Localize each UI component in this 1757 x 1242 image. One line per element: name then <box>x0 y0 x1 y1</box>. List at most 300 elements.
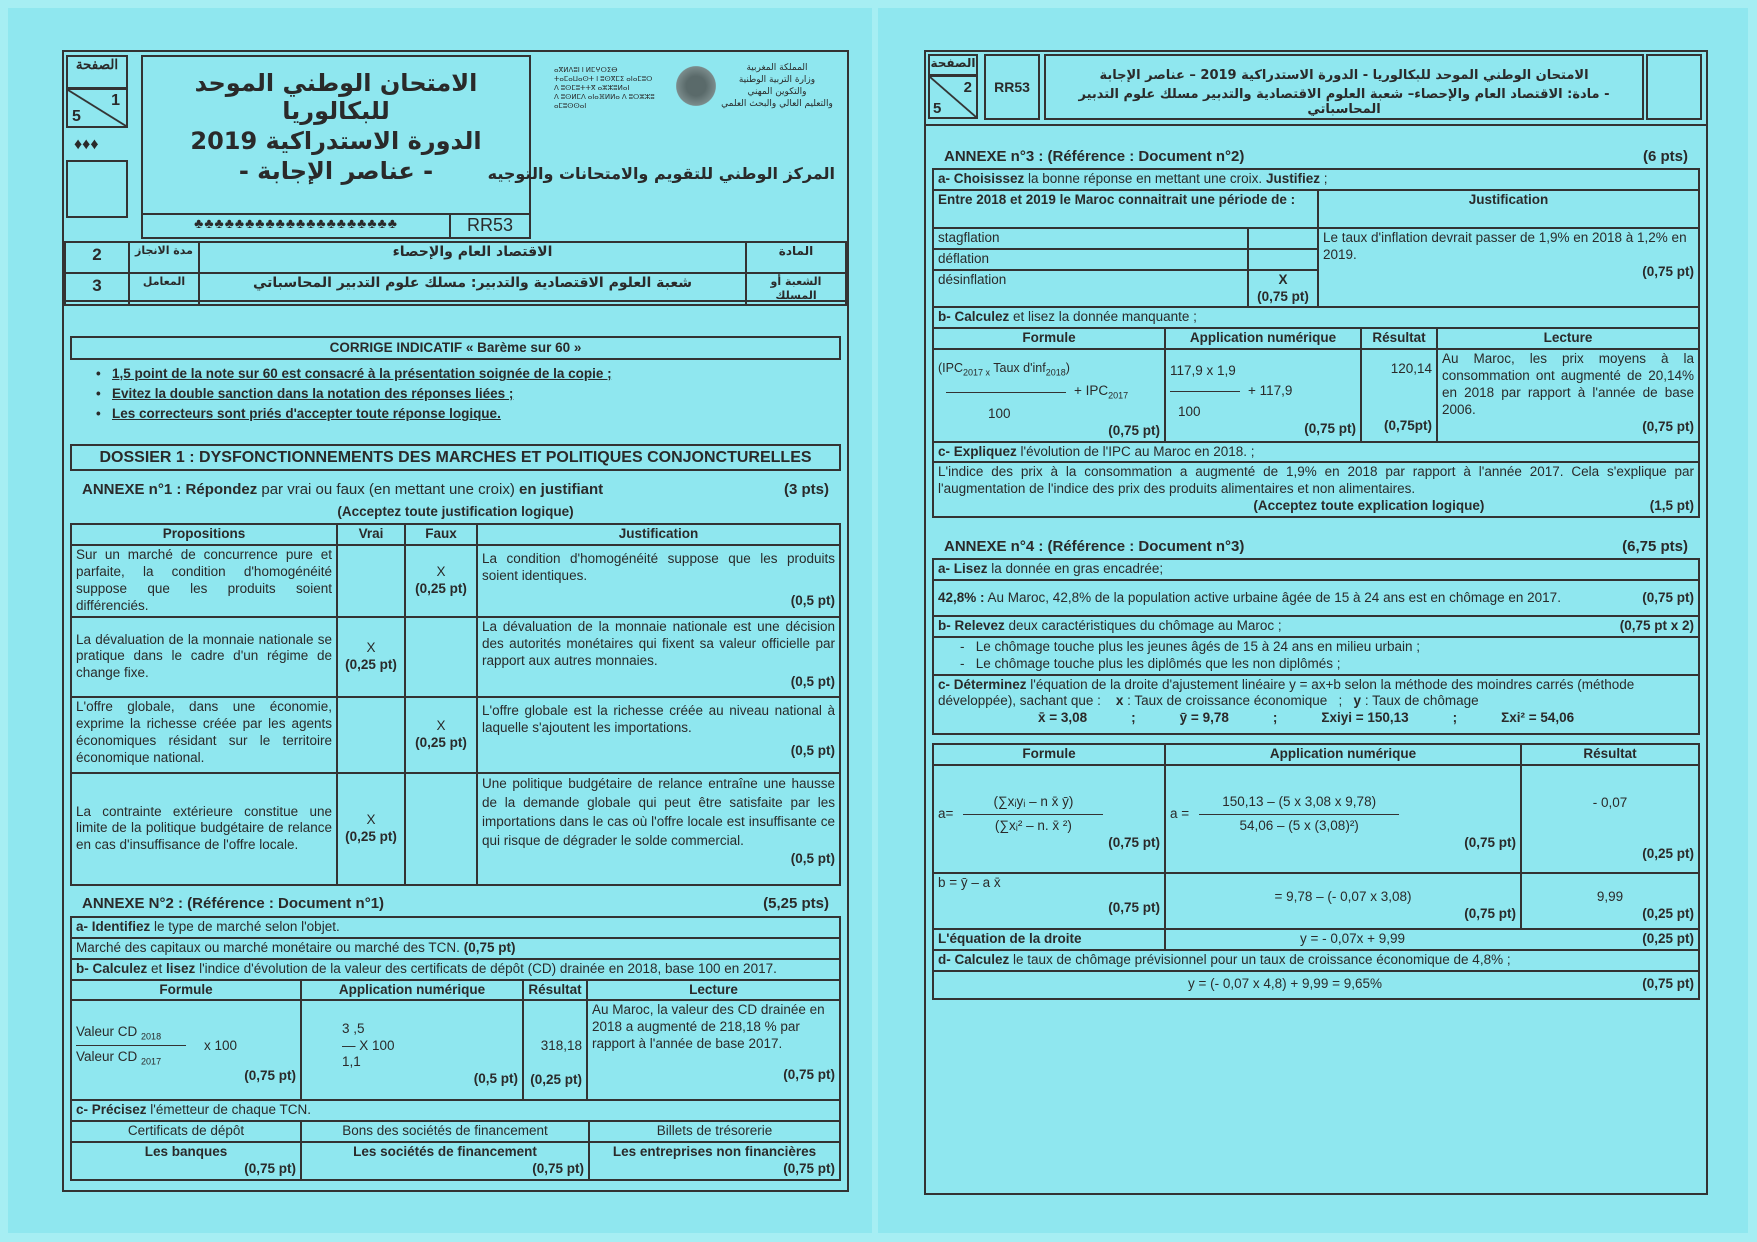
givens-3: Σxi² = 54,06 <box>1501 710 1575 726</box>
td-cell <box>1521 873 1699 929</box>
annexe4-eq-label: L'équation de la droite <box>933 929 1165 950</box>
tbody-cell <box>933 169 1699 328</box>
td-cell <box>1437 349 1699 441</box>
td-cell <box>405 617 477 697</box>
td-cell <box>405 697 477 773</box>
headers-2: Résultat <box>1361 328 1437 349</box>
b-items-0: Le chômage touche plus les jeunes âgés de 15 à 24 ans en milieu urbain ; <box>975 638 1421 654</box>
annexe2-formula-num: Valeur CD <box>76 1023 138 1039</box>
annexe3-a-end: ; <box>1319 171 1328 186</box>
span-cell <box>938 618 1282 635</box>
instruction-item: • Evitez la double sanction dans la notation des réponses liées ; <box>84 384 841 404</box>
col-propositions: Propositions <box>71 524 337 545</box>
annexe3-q-head: Entre 2018 et 2019 le Maroc connaitrait une période de : <box>933 190 1318 228</box>
annexe2-formula-den: Valeur CD <box>76 1049 138 1065</box>
page-label: الصفحة <box>66 55 128 89</box>
exam-code: RR53 <box>449 213 531 239</box>
annexe4-a-formula-num: (∑xᵢyᵢ – n x̄ ȳ) <box>993 794 1074 810</box>
option-stagflation[interactable]: stagflation <box>933 228 1248 249</box>
annexe2-app-pts: (0,5 pt) <box>473 1071 518 1087</box>
0-just: La condition d'homogénéité suppose que les produits soient identiques. <box>482 550 835 583</box>
td-cell <box>71 959 840 980</box>
page-counter <box>66 88 128 128</box>
annexe4-table-a <box>932 558 1700 735</box>
annexe4-a-formula-label: a= <box>938 806 954 822</box>
instruction-item: • 1,5 point de la note sur 60 est consacré à la présentation soignée de la copie ; <box>84 364 841 384</box>
coef-value: 3 <box>65 273 129 305</box>
exam-session: الدورة الاستدراكية 2019 <box>190 127 482 155</box>
td-cell <box>405 545 477 617</box>
td-cell <box>405 773 477 885</box>
annexe4-eq: y = - 0,07x + 9,99 <box>1300 931 1406 947</box>
td-cell: c- Déterminez l'équation de la droite d'ajustement linéaire y = ax+b selon la méthode des moindres carrés (méthode développée), sachant que : x : Taux de croissance économique ; y : Taux de chômage x̄ = 3,08 ; ȳ = 9,78 ; Σxiyi = 150,13 ; Σxi² = 54,06 <box>933 675 1699 735</box>
duration-value: 2 <box>65 242 129 273</box>
coef-label: المعامل <box>129 273 199 305</box>
annexe3-formula-plus-sub: 2017 <box>1108 390 1129 401</box>
span-cell: ; <box>1272 710 1278 726</box>
option-desinflation[interactable]: désinflation <box>933 270 1248 308</box>
1-vrai: X <box>366 640 376 655</box>
2-faux: X <box>436 718 446 733</box>
tbody-cell <box>71 917 840 1121</box>
3-vrai-pts: (0,25 pt) <box>345 828 397 844</box>
0-prop: Sur un marché de concurrence pure et parfaite, la condition d'homogénéité suppose que les produits soient différenciés. <box>71 545 337 617</box>
annexe3-c-text: l'évolution de l'IPC au Maroc en 2018. ; <box>1016 443 1255 459</box>
annexe2-title: ANNEXE N°2 : (Référence : Document n°1) <box>82 895 385 913</box>
annexe2-lecture: Au Maroc, la valeur des CD drainée en 2018 a augmenté de 218,18 % par rapport à l'année de base 2017. <box>592 1002 825 1052</box>
div-cell <box>76 1049 186 1068</box>
tr-cell <box>65 273 846 305</box>
1-prop: La dévaluation de la monnaie nationale se pratique dans le cadre d'un régime de change fixe. <box>71 617 337 697</box>
corrige-banner: CORRIGE INDICATIF « Barème sur 60 » <box>70 336 841 360</box>
annexe4-a-result-pts: (0,25 pt) <box>1642 845 1694 861</box>
col-vrai: Vrai <box>337 524 405 545</box>
page-total: 5 <box>933 100 942 117</box>
div-cell <box>1170 383 1356 400</box>
tr-cell <box>933 169 1699 190</box>
annexe3-formula-den: 100 <box>988 405 1011 421</box>
annexe3-c-bold: c- Expliquez <box>938 443 1017 459</box>
annexe3-table-b <box>932 327 1700 518</box>
td-cell <box>933 765 1165 873</box>
annexe1-table <box>70 523 841 886</box>
td-cell <box>1521 765 1699 873</box>
annexe4-b-formula: b = ȳ – a x̄ <box>938 875 1001 891</box>
annexe3-a-bold2: Justifiez <box>1265 171 1320 186</box>
annexe3-app-den: 100 <box>1178 404 1201 420</box>
2-just-pts: (0,5 pt) <box>790 742 835 758</box>
exam-title-box <box>141 55 531 215</box>
annexe3-lecture: Au Maroc, les prix moyens à la consommation ont augmenté de 20,14% en 2018 par rapport à l'année de base 2006. <box>1442 351 1694 417</box>
annexe2-lecture-pts: (0,75 pt) <box>783 1067 835 1082</box>
annexe4-c-bold: c- Déterminez <box>938 676 1027 692</box>
b-items-1: Le chômage touche plus les diplômés que les non diplômés ; <box>975 655 1341 671</box>
page-total: 5 <box>72 108 81 125</box>
td-cell <box>933 442 1699 463</box>
1-name: Bons des sociétés de financement <box>301 1121 589 1142</box>
annexe4-title: ANNEXE n°4 : (Référence : Document n°3) <box>944 537 1245 555</box>
annexe4-a-app-num: 150,13 – (5 x 3,08 x 9,78) <box>1222 794 1377 810</box>
exam-subject: - مادة: الاقتصاد العام والإحصاء– شعبة العلوم الاقتصادية والتدبير مسلك علوم التدبير المحاسباتي <box>1078 87 1610 117</box>
annexe3-title <box>932 144 1700 168</box>
div-cell <box>938 498 1694 515</box>
page2-header <box>926 52 1706 126</box>
0-faux-pts: (0,25 pt) <box>415 580 467 596</box>
div-cell <box>76 1024 296 1069</box>
annexe2-b-bold2: lisez <box>166 960 196 976</box>
ministry-ar-0: المملكة المغربية <box>746 63 808 73</box>
col-faux: Faux <box>405 524 477 545</box>
tr-cell <box>71 1142 840 1180</box>
td-cell <box>587 1000 840 1100</box>
annexe3-c-note: (Acceptez toute explication logique) <box>1253 498 1485 514</box>
annexe2-title <box>70 892 841 916</box>
ministry-tf-0: ⴰⴳⵍⴷⵓⵏ ⵏ ⵍⵎⵖⵔⵉⴱ <box>554 67 618 74</box>
annexe3-c-pts: (1,5 pt) <box>1649 498 1694 514</box>
table-row <box>71 545 840 617</box>
div-cell <box>1170 931 1694 948</box>
div-cell <box>938 794 1160 835</box>
tr-cell <box>933 929 1699 950</box>
annexe3-b-text: donnée manquante ; <box>1073 309 1197 325</box>
duration-label: مدة الانجاز <box>129 242 199 273</box>
tr-cell <box>71 959 840 980</box>
div-cell <box>64 336 847 1181</box>
tr-cell <box>71 917 840 938</box>
annexe4-d-pts: (0,75 pt) <box>1642 976 1694 992</box>
page1-header <box>64 52 847 302</box>
subject-label: المادة <box>746 242 846 273</box>
headers-0: Formule <box>71 980 301 1001</box>
table-row <box>71 617 840 697</box>
branch: شعبة العلوم الاقتصادية والتدبير: مسلك علوم التدبير المحاسباتي <box>199 273 746 305</box>
td-cell <box>1165 765 1521 873</box>
headers-1: Application numérique <box>301 980 523 1001</box>
table-row <box>71 697 840 773</box>
annexe3-result-pts: (0,75pt) <box>1383 418 1432 433</box>
tr-cell <box>933 765 1699 873</box>
0-issuer: Les banques <box>144 1144 228 1160</box>
2-issuer: Les entreprises non financières <box>612 1144 817 1160</box>
exam-title: الامتحان الوطني الموحد للبكالوريا - الدورة الاستدراكية 2019 – عناصر الإجابة <box>1099 68 1589 83</box>
td-cell <box>337 773 405 885</box>
tr-cell <box>933 637 1699 675</box>
tr-cell <box>933 950 1699 971</box>
span-cell <box>82 481 603 498</box>
div-cell <box>938 618 1694 635</box>
page-1 <box>62 50 849 1192</box>
annexe2-a-bold: a- Identifiez <box>76 918 151 934</box>
annexe4-c-x: x <box>1115 693 1124 709</box>
annexe3-just-pts: (0,75 pt) <box>1642 263 1694 279</box>
tbody-cell <box>933 744 1699 999</box>
ministry-tf-3: ⴷ ⵓⵙⵍⵎⴷ ⴰⵏⴰⴼⵍⵍⴰ ⴷ ⵓⵔⵣⵣⵓ ⴰⵎⵓⵙⵙⴰⵏ <box>554 94 655 110</box>
div-cell <box>926 144 1706 1000</box>
tr-cell <box>71 1100 840 1121</box>
headers-3: Lecture <box>1437 328 1699 349</box>
div-cell: - Le chômage touche plus les diplômés que les non diplômés ; <box>960 655 1341 671</box>
annexe4-a-value: 42,8% : <box>938 589 985 605</box>
annexe4-c-y: y <box>1353 693 1362 709</box>
annexe3-lecture-pts: (0,75 pt) <box>1642 418 1694 434</box>
headers-1: Application numérique <box>1165 328 1361 349</box>
annexe3-app-pts: (0,75 pt) <box>1304 421 1356 437</box>
td-cell <box>71 917 840 938</box>
annexe3-just-head: Justification <box>1318 190 1699 228</box>
td-cell <box>1361 349 1437 441</box>
div-cell <box>963 794 1103 835</box>
0-mark <box>1248 228 1318 249</box>
ministry-ar-3: والتعليم العالي والبحث العلمي <box>721 99 833 109</box>
tr-cell <box>933 559 1699 580</box>
3-just: Une politique budgétaire de relance entraîne une hausse de la demande globale qui peut être satisfaite par les importations dans le cas où l'offre locale est insuffisante ce qui risque de dégrader le solde commercial. <box>482 775 835 848</box>
1-pts: (0,75 pt) <box>532 1161 584 1176</box>
cd-index-row <box>71 1000 840 1100</box>
annexe2-a-pts: (0,75 pt) <box>463 939 516 955</box>
annexe3-a-text: la bonne réponse en mettant une croix. <box>1024 171 1266 186</box>
td-cell <box>301 1000 523 1100</box>
tr-cell <box>933 228 1699 249</box>
2-mark: X <box>1278 271 1288 287</box>
annexe4-c-y-text: : Taux de chômage <box>1361 693 1479 709</box>
exam-title: الامتحان الوطني الموحد للبكالوريا <box>194 69 478 125</box>
annexe4-a-bold: a- Lisez <box>938 561 988 577</box>
td-cell <box>933 559 1699 580</box>
td-cell <box>71 938 840 959</box>
1-just: La dévaluation de la monnaie nationale est une décision des autorités monétaires qui fixent sa valeur officielle par rapport aux autres monnaies. <box>482 618 835 668</box>
center-name: المركز الوطني للتقويم والامتحانات والتوجيه <box>487 164 835 183</box>
annexe3--: ) <box>1065 361 1070 376</box>
td-cell <box>337 617 405 697</box>
page-2 <box>924 50 1708 1195</box>
col-justification: Justification <box>477 524 840 545</box>
annexe3-b-bold: b- Calculez <box>938 309 1010 325</box>
annexe4-a-formula-pts: (0,75 pt) <box>1108 835 1160 850</box>
instructions-list <box>84 364 841 424</box>
annexe2-pts: (5,25 pts) <box>763 895 829 913</box>
2-prop: L'offre globale, dans une économie, exprime la richesse créée par les agents économiques résidant sur le territoire économique national. <box>71 697 337 773</box>
annexe4-b-app: = 9,78 – (- 0,07 x 3,08) <box>1274 889 1412 905</box>
annexe1-bold1: Répondez <box>185 480 258 498</box>
annexe4-b-text: deux caractéristiques du chômage au Maroc ; <box>1004 617 1282 633</box>
div-cell <box>1199 794 1399 835</box>
tr-cell <box>933 307 1699 328</box>
title-box <box>1044 54 1644 120</box>
td-cell <box>1165 929 1699 950</box>
annexe1-title <box>70 477 841 501</box>
div-cell <box>938 976 1694 993</box>
div-cell <box>938 590 1694 607</box>
annexe4-a-app-label: a = <box>1170 806 1190 822</box>
td-cell <box>933 307 1699 328</box>
annexe3-table-a <box>932 168 1700 329</box>
div-cell <box>76 1045 186 1046</box>
2-just: L'offre globale est la richesse créée au niveau national à laquelle s'ajoutent les importations. <box>482 702 835 735</box>
div-cell <box>76 1024 186 1069</box>
div-cell <box>946 392 1066 393</box>
tr-cell <box>65 242 846 273</box>
annexe4-a-app-pts: (0,75 pt) <box>1464 835 1516 850</box>
annexe4-d-bold: d- Calculez <box>938 951 1010 967</box>
td-cell <box>71 1142 301 1180</box>
annexe3-formula-sub2: 2018 <box>1045 367 1066 378</box>
annexe3-c-answer: L'indice des prix à la consommation a augmenté de 1,9% en 2018 par rapport à l'année 2017. Cela s'explique par l'augmentation de l'indice des prix des produits alimentaires et non alimentaires. <box>938 464 1694 497</box>
span-cell <box>938 590 1561 607</box>
td-cell <box>933 637 1699 675</box>
annexe3-justification: Le taux d'inflation devrait passer de 1,9% en 2018 à 1,2% en 2019. <box>1323 229 1687 262</box>
1-just-pts: (0,5 pt) <box>790 673 835 689</box>
annexe4-b-bold: b- Relevez <box>938 617 1005 633</box>
annexe4-a-formula-den: (∑xᵢ² – n. x̄ ²) <box>994 818 1072 834</box>
annexe3-app-plus: + 117,9 <box>1248 383 1293 399</box>
ministry-ar-1: وزارة التربية الوطنية <box>738 75 816 85</box>
annexe2-b-bold: b- Calculez <box>76 960 148 976</box>
span-cell: ; <box>1452 710 1458 726</box>
td-cell <box>933 873 1165 929</box>
1-mark <box>1248 249 1318 270</box>
annexe4-a-app-den: 54,06 – (5 x (3,08)²) <box>1239 818 1359 834</box>
div-cell <box>938 710 1694 727</box>
stars-line: ♣♣♣♣♣♣♣♣♣♣♣♣♣♣♣♣♣♣♣♣ <box>141 213 451 239</box>
annexe4-c-text: l'équation de la droite d'ajustement linéaire y = ax+b selon la méthode des moindres carrés (méthode développée), sachant que : <box>938 676 1635 709</box>
0-just-pts: (0,5 pt) <box>790 592 835 608</box>
option-deflation[interactable]: déflation <box>933 249 1248 270</box>
givens-0: x̄ = 3,08 <box>1038 710 1088 726</box>
ministry-arabic <box>717 62 837 110</box>
td-cell <box>933 580 1699 616</box>
div-cell: - Le chômage touche plus les jeunes âgés de 15 à 24 ans en milieu urbain ; <box>960 638 1421 654</box>
div-cell <box>1170 794 1516 835</box>
0-name: Certificats de dépôt <box>71 1121 301 1142</box>
2-faux-pts: (0,25 pt) <box>415 734 467 750</box>
tbody-cell <box>71 1121 840 1180</box>
tr-cell <box>933 744 1699 765</box>
annexe2-result-pts: (0,25 pt) <box>530 1072 582 1088</box>
td-cell <box>523 1000 587 1100</box>
annexe4-a-answer: Au Maroc, 42,8% de la population active urbaine âgée de 15 à 24 ans est en chômage en 2017. <box>984 589 1561 605</box>
annexe4-a-text: la donnée en gras encadrée; <box>987 561 1164 577</box>
headers-2: Résultat <box>523 980 587 1001</box>
annexe2-formula-pts: (0,75 pt) <box>244 1068 296 1084</box>
annexe2-formula-mult: x 100 <box>204 1037 238 1053</box>
tr-cell <box>71 524 840 545</box>
givens-2: Σxiyi = 150,13 <box>1321 710 1409 726</box>
table-row <box>71 773 840 885</box>
annexe4-pts: (6,75 pts) <box>1622 537 1688 555</box>
annexe3-app-num: 117,9 x 1,9 <box>1170 362 1236 378</box>
td-cell <box>933 971 1699 999</box>
annexe2-result: 318,18 <box>540 1037 582 1053</box>
annexe3-formula-num: (IPC <box>938 361 963 376</box>
td-cell <box>933 950 1699 971</box>
div-cell <box>1199 814 1399 815</box>
td-cell <box>933 462 1699 517</box>
instruction-item: • Les correcteurs sont priés d'accepter toute réponse logique. <box>84 404 841 424</box>
tr-cell <box>71 938 840 959</box>
div-cell <box>1170 391 1240 392</box>
annexe2-formula-den-sub: 2017 <box>141 1057 162 1068</box>
headers-0: Formule <box>933 328 1165 349</box>
blank-box <box>66 160 128 218</box>
headers-1: Application numérique <box>1165 744 1521 765</box>
tr-cell <box>933 971 1699 999</box>
givens-1: ȳ = 9,78 <box>1179 710 1229 726</box>
annexe3-title: ANNEXE n°3 : (Référence : Document n°2) <box>944 147 1245 165</box>
exam-subtitle: - عناصر الإجابة - <box>238 157 434 185</box>
annexe2-app-num: 3 ,5 <box>342 1020 365 1036</box>
annexe1-points: (3 pts) <box>784 480 829 498</box>
tcn-table <box>70 1120 841 1181</box>
dossier-title: DOSSIER 1 : DYSFONCTIONNEMENTS DES MARCHES ET POLITIQUES CONJONCTURELLES <box>70 444 841 471</box>
annexe2-table <box>70 916 841 1122</box>
td-cell <box>933 349 1165 441</box>
headers-2: Résultat <box>1521 744 1699 765</box>
annexe1-bold2: en justifiant <box>519 480 604 498</box>
page-counter <box>928 75 978 119</box>
span-cell <box>1074 383 1128 402</box>
td-cell <box>933 169 1699 190</box>
annexe2-a-answer: Marché des capitaux ou marché monétaire ou marché des TCN. <box>76 939 460 955</box>
3-vrai: X <box>366 812 376 827</box>
annexe1-text: par vrai ou faux (en mettant une croix) <box>257 480 519 498</box>
td-cell <box>71 1100 840 1121</box>
annexe4-b-formula-pts: (0,75 pt) <box>1108 899 1160 915</box>
annexe3-pts: (6 pts) <box>1643 147 1688 165</box>
1-issuer: Les sociétés de financement <box>353 1144 537 1160</box>
annexe4-b-result: 9,99 <box>1596 889 1624 905</box>
tr-cell <box>933 190 1699 228</box>
ministry-tifinagh <box>554 66 664 111</box>
annexe3-b-mid: et lisez la <box>1009 309 1074 325</box>
annexe2-b-mid: et <box>147 960 167 976</box>
annexe2-c-bold: c- Précisez <box>76 1102 147 1118</box>
tr-cell <box>933 873 1699 929</box>
tbody-cell <box>933 559 1699 734</box>
td-cell <box>301 1142 589 1180</box>
page-label: الصفحة <box>928 54 978 76</box>
annexe4-title <box>932 534 1700 558</box>
annexe4-a-pts: (0,75 pt) <box>1642 589 1694 605</box>
ipc-row <box>933 349 1699 441</box>
div-cell <box>938 361 1160 379</box>
3-prop: La contrainte extérieure constitue une limite de la politique budgétaire de relance en cas d'insuffisance de l'offre locale. <box>71 773 337 885</box>
td-cell <box>337 545 405 617</box>
td-cell <box>71 1000 301 1100</box>
blank-box <box>1646 54 1702 120</box>
div-cell <box>963 814 1103 815</box>
annexe4-eq-pts: (0,25 pt) <box>1642 931 1694 947</box>
tr-cell <box>933 328 1699 349</box>
2-pts: (0,75 pt) <box>783 1161 835 1176</box>
annexe2-c-text: l'émetteur de chaque TCN. <box>146 1102 311 1118</box>
exam-code: RR53 <box>984 54 1040 120</box>
ministry-tf-2: ⴷ ⵓⵙⵎⵓⵜⵜⴳ ⴰⵣⵣⵓⵍⴰⵏ <box>554 85 630 92</box>
div-cell <box>76 1024 186 1043</box>
annexe1-label: ANNEXE n°1 : <box>82 480 182 498</box>
td-cell <box>477 773 840 885</box>
subject-table <box>64 241 847 306</box>
tr-cell <box>71 980 840 1001</box>
div-cell <box>938 383 1160 402</box>
tbody-cell <box>933 328 1699 517</box>
3-just-pts: (0,5 pt) <box>790 851 835 867</box>
ministry-tf-1: ⵜⴰⵎⴰⵡⴰⵙⵜ ⵏ ⵓⵙⴳⵎⵉ ⴰⵏⴰⵎⵓⵔ <box>554 76 653 83</box>
annexe4-table-c <box>932 743 1700 1000</box>
annexe4-b-pts: (0,75 pt x 2) <box>1619 617 1694 633</box>
tr-cell <box>71 1121 840 1142</box>
td-cell <box>1165 349 1361 441</box>
page-number: 2 <box>963 79 972 96</box>
